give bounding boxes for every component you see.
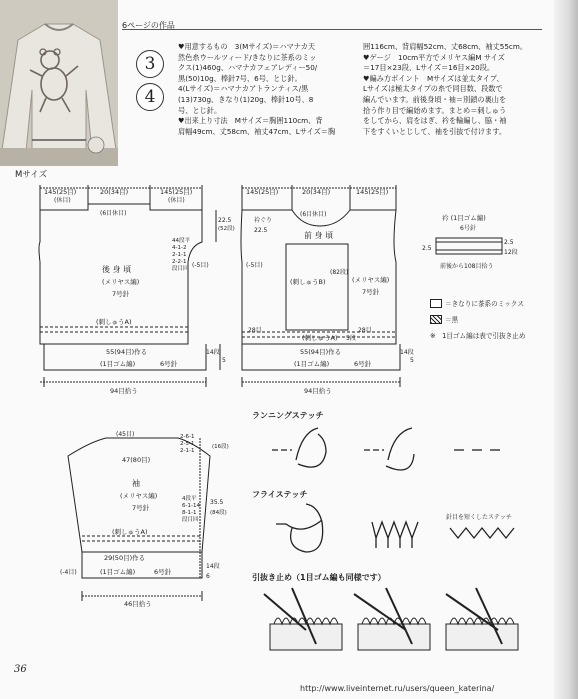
back-row55: 55(94目)作る xyxy=(106,348,148,356)
front-rib-h: 14段 xyxy=(400,349,414,356)
info-line: クス(1)460g、ハマナカフェアレディー50/ xyxy=(178,63,318,73)
front-top-left: 145(25目) xyxy=(246,188,279,196)
back-arm-rule-1: 44段平 xyxy=(172,238,190,244)
front-body-diagram xyxy=(234,182,424,397)
front-neck-row: (6目休目) xyxy=(300,211,327,218)
fly-stitch-note: 針目を短くしたステッチ xyxy=(446,514,512,521)
back-neck-row: (6目休目) xyxy=(100,210,127,217)
page-number: 36 xyxy=(14,664,27,675)
front-title: 前 身 頃 xyxy=(304,231,334,240)
size-label: Mサイズ xyxy=(15,170,48,180)
bind-off-title: 引抜き止め（1目ゴム編も同様です） xyxy=(252,573,386,582)
bind-off-step-2 xyxy=(354,588,430,650)
back-needle: 7号針 xyxy=(112,290,130,298)
front-rib-needle: 6号針 xyxy=(354,360,372,368)
running-stitch-title: ランニングステッチ xyxy=(252,411,324,420)
legend-note: ※ 1目ゴム編は表で引抜き止め xyxy=(430,332,526,340)
front-rib: (1目ゴム編) xyxy=(294,360,330,368)
collar-rect xyxy=(436,238,502,254)
front-rib-cm: 5 xyxy=(410,357,414,364)
back-rib-h: 14段 xyxy=(206,349,220,356)
info-line: ♥出来上り寸法 Mサイズ＝胸囲110cm、背 xyxy=(178,116,323,126)
front-embroider-a: (刺しゅうA) xyxy=(302,334,338,342)
front-left-small: 28目 xyxy=(248,327,262,334)
back-arm-rule-3: 2-1-1 xyxy=(172,252,187,258)
legend-swatch-mix xyxy=(430,299,442,308)
front-side-num: 22.5 xyxy=(254,227,268,234)
info-line: 4(Lサイズ)＝ハマナカアトランティス/黒 xyxy=(178,84,309,94)
back-arm-rule-5: 段目回 xyxy=(172,266,189,272)
info-line: (13)730g、きなり(1)20g、棒針10号、8 xyxy=(178,94,314,104)
front-row55: 55(94目)作る xyxy=(300,348,342,356)
back-rib-cm: 5 xyxy=(222,357,226,364)
back-arm-rule-4: 2-2-1 xyxy=(172,259,187,265)
fly-stitch-illustration xyxy=(262,498,522,560)
sleeve-top-rule-2: 2-5-1 xyxy=(180,441,195,447)
sleeve-top: (45目) xyxy=(116,431,135,438)
info-line: ♥ゲージ 10cm平方でメリヤス編M サイズ xyxy=(363,52,505,62)
legend-item-black xyxy=(430,314,525,324)
back-top-right: 145(25目) xyxy=(160,188,193,196)
info-line: 拾う作り目で編始めます。まとめ＝刺しゅう xyxy=(363,105,507,115)
page-header: 6ページの作品 xyxy=(122,21,175,30)
info-line: 号、とじ針。 xyxy=(178,105,222,115)
front-bottom: 94目拾う xyxy=(304,387,332,395)
back-rib: (1目ゴム編) xyxy=(100,360,136,368)
info-line: ＝17目×23段、Lサイズ＝16目×20段。 xyxy=(363,63,495,73)
front-neck-label: 衿ぐり xyxy=(254,217,273,224)
sleeve-second: 47(80目) xyxy=(122,456,151,464)
back-bottom: 94目拾う xyxy=(110,387,138,395)
sweater-photo-image xyxy=(0,0,118,166)
info-line: をしてから、肩をはぎ、衿を輪編し、脇・袖 xyxy=(363,116,507,126)
front-b-height: (82段) xyxy=(330,269,349,276)
badge-size-l: 4 xyxy=(136,83,164,111)
sleeve-height: 35.5 xyxy=(210,499,224,506)
sleeve-row: 29(50目)作る xyxy=(104,554,146,562)
back-body-diagram xyxy=(30,182,235,397)
legend-text-mix: ＝きなりに茶系のミックス xyxy=(445,300,524,308)
back-embroider: (刺しゅうA) xyxy=(96,318,132,326)
back-title: 後 身 頃 xyxy=(102,265,132,274)
front-right-small: 28目 xyxy=(358,327,372,334)
collar-diagram xyxy=(420,212,540,282)
footer-url: http://www.liveinternet.ru/users/queen_katerina/ xyxy=(300,684,495,693)
info-line: ♥用意するもの 3(Mサイズ)＝ハマナカ天 xyxy=(178,42,316,51)
back-arm-rule-2: 4-1-2 xyxy=(172,245,187,251)
front-top-mid: 20(34目) xyxy=(302,188,331,196)
back-rest-left: (休目) xyxy=(54,197,71,204)
legend-swatch-black xyxy=(430,315,442,324)
front-embroider-b-box xyxy=(286,244,348,330)
info-line: 然色糸ウールツィード/きなりに茶系のミッ xyxy=(178,52,317,62)
sleeve-side-rule-3: 8-1-1 xyxy=(182,510,197,516)
sleeve-height-rows: (84段) xyxy=(210,510,227,516)
sleeve-top-rule-3: 2-1-1 xyxy=(180,448,195,454)
info-column-2 xyxy=(363,42,543,137)
sweater-photo xyxy=(0,0,118,166)
header-rule xyxy=(122,29,542,30)
bind-off-illustration xyxy=(262,584,532,664)
collar-needle: 6号針 xyxy=(460,225,476,232)
sleeve-sub: (メリヤス編) xyxy=(120,492,158,500)
sleeve-diagram xyxy=(60,428,250,608)
info-line: 編んでいます。前後身頃・袖＝別鎖の裏山を xyxy=(363,94,507,104)
sleeve-rib-rows: 14段 xyxy=(206,563,220,570)
info-line: 黒(50)10g、棒針7号、6号、とじ針。 xyxy=(178,73,302,83)
collar-left: 2.5 xyxy=(422,245,432,252)
collar-right-h: 2.5 xyxy=(504,239,514,246)
sleeve-top-rows: (16段) xyxy=(212,444,229,450)
back-side-rows: (52段) xyxy=(218,226,235,232)
sleeve-rib: (1目ゴム編) xyxy=(100,568,136,576)
bind-off-step-3 xyxy=(446,588,518,650)
bind-off-step-1 xyxy=(264,588,342,650)
back-side-left: (-5目) xyxy=(192,262,209,269)
sleeve-rib-cm: 6 xyxy=(206,573,210,580)
info-line: ♥編み方ポイント Mサイズは並太タイプ、 xyxy=(363,73,504,83)
sleeve-bottom: 46目拾う xyxy=(124,600,152,608)
front-embroider-b: (刺しゅうB) xyxy=(290,278,326,286)
sleeve-left-dec: (-4目) xyxy=(60,569,77,576)
front-row-a: 5段 xyxy=(346,335,356,342)
back-side-num: 22.5 xyxy=(218,217,232,224)
legend-text-black: ＝黒 xyxy=(445,316,459,324)
running-stitch-illustration xyxy=(262,420,517,476)
sleeve-needle: 7号針 xyxy=(132,504,150,512)
collar-right-rows: 12段 xyxy=(504,249,518,256)
sleeve-top-rule-1: 2-6-1 xyxy=(180,434,195,440)
sleeve-side-rule-2: 6-1-14 xyxy=(182,503,200,509)
back-top-left: 145(25目) xyxy=(44,188,77,196)
sleeve-title: 袖 xyxy=(132,479,140,488)
legend-item-mix xyxy=(430,298,525,308)
back-rib-needle: 6号針 xyxy=(160,360,178,368)
badge-size-m: 3 xyxy=(136,50,164,78)
info-line: 肩幅49cm、丈58cm、袖丈47cm、Lサイズ＝胸 xyxy=(178,126,336,136)
book-spine-shadow xyxy=(554,0,578,699)
sleeve-embroider: (刺しゅうA) xyxy=(112,528,148,536)
front-top-right: 145(25目) xyxy=(356,188,389,196)
front-sub: (メリヤス編) xyxy=(352,276,390,284)
info-column-1 xyxy=(178,42,356,137)
info-line: 下をすくいとじして、袖を引抜で付けます。 xyxy=(363,126,507,136)
info-line: Lサイズは極太タイプの糸で同目数、段数で xyxy=(363,84,503,94)
back-sub: (メリヤス編) xyxy=(102,278,140,286)
front-side-left: (-5目) xyxy=(246,262,263,269)
sleeve-side-rule-4: 段目回 xyxy=(182,517,199,523)
sleeve-side-rule-1: 4段平 xyxy=(182,496,197,502)
fly-stitch-title: フライステッチ xyxy=(252,490,308,499)
back-rest-right: (休目) xyxy=(168,197,185,204)
legend xyxy=(430,298,525,340)
front-needle: 7号針 xyxy=(362,288,380,296)
info-line: 囲116cm、背肩幅52cm、丈68cm、袖丈55cm。 xyxy=(363,42,528,51)
sleeve-rib-needle: 6号針 xyxy=(154,568,172,576)
collar-title: 衿 (1目ゴム編) xyxy=(442,214,486,222)
back-top-mid: 20(34目) xyxy=(100,188,129,196)
collar-bottom: 前後から108目拾う xyxy=(440,263,494,270)
